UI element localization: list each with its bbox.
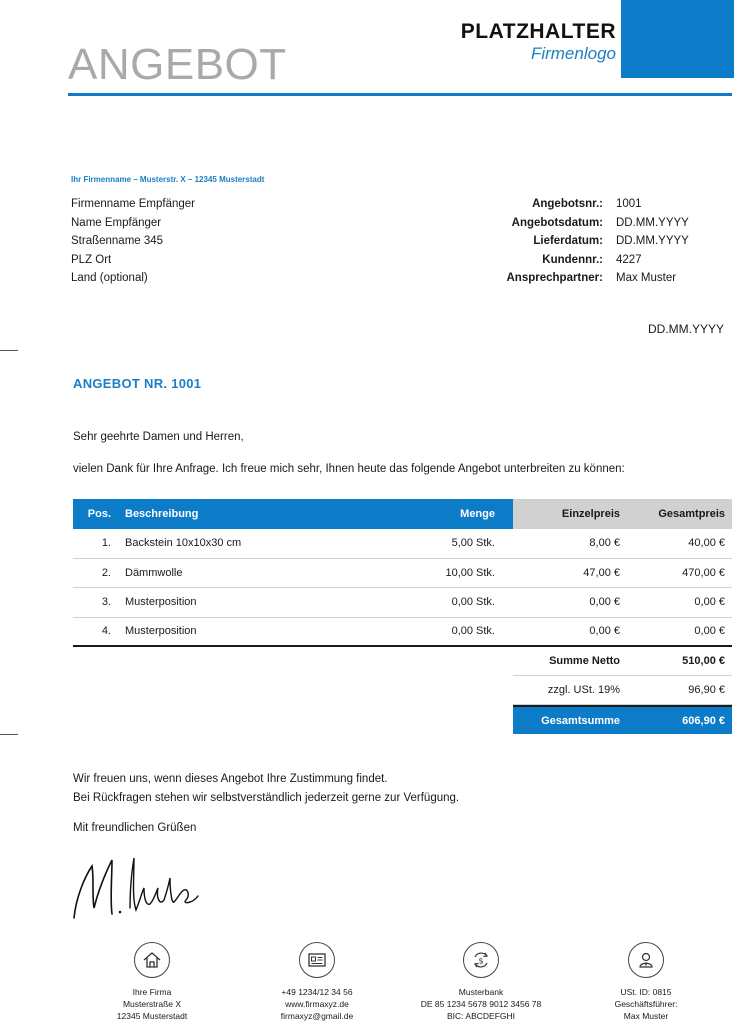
header-description: Beschreibung [125, 508, 199, 520]
contact-card-icon [299, 942, 335, 978]
meta-value: DD.MM.YYYY [616, 235, 689, 247]
meta-value: 1001 [616, 198, 642, 210]
vat-value: 96,90 € [688, 684, 725, 696]
salutation: Sehr geehrte Damen und Herren, [73, 431, 244, 443]
footer-line: BIC: ABCDEFGHI [446, 1011, 515, 1021]
fold-mark [0, 734, 18, 735]
footer-line: Musterbank [458, 987, 504, 997]
grand-total-value: 606,90 € [682, 714, 725, 727]
cell-description: Backstein 10x10x30 cm [125, 537, 242, 550]
meta-value: DD.MM.YYYY [616, 216, 689, 229]
logo-box [621, 0, 734, 78]
cell-description: Dämmwolle [125, 566, 183, 579]
recipient-line: Name Empfänger [71, 216, 162, 229]
table-row [73, 559, 732, 589]
items-table [73, 499, 732, 647]
table-header-primary [73, 499, 513, 529]
meta-label: Angebotsnr.: [532, 198, 603, 210]
header-total-price: Gesamtpreis [658, 508, 725, 520]
table-header-prices [513, 499, 732, 529]
logo-sub-text: Firmenlogo [530, 44, 616, 63]
meta-label: Kundennr.: [542, 253, 603, 266]
totals-block [513, 647, 732, 734]
logo-main-text: PLATZHALTER [460, 20, 616, 43]
offer-heading: ANGEBOT NR. 1001 [73, 376, 202, 391]
cell-unit-price: 0,00 € [589, 625, 620, 638]
footer-line: Ihre Firma [132, 987, 172, 997]
footer-company [72, 942, 232, 1022]
cell-pos: 3. [101, 596, 111, 609]
cell-unit-price: 47,00 € [583, 566, 620, 579]
net-total-row [513, 647, 732, 676]
footer-line: DE 85 1234 5678 9012 3456 78 [420, 999, 542, 1009]
closing-text [73, 770, 459, 808]
cell-quantity: 0,00 Stk. [451, 596, 495, 609]
header-unit-price: Einzelpreis [561, 508, 620, 520]
fold-mark [0, 350, 18, 351]
header-pos: Pos. [87, 508, 111, 520]
recipient-line: PLZ Ort [71, 253, 112, 266]
cell-quantity: 5,00 Stk. [451, 537, 495, 550]
table-row [73, 618, 732, 648]
meta-contact-person [470, 269, 689, 288]
cell-quantity: 0,00 Stk. [451, 625, 495, 638]
footer-line: 12345 Musterstadt [116, 1011, 188, 1021]
footer-line: USt. ID: 0815 [620, 987, 672, 997]
meta-label: Lieferdatum: [533, 235, 603, 247]
footer-bank [401, 942, 561, 1022]
table-row [73, 588, 732, 618]
vat-row [513, 676, 732, 705]
cell-total-price: 40,00 € [688, 537, 725, 550]
company-logo-text [461, 20, 616, 64]
bank-transfer-icon [463, 942, 499, 978]
footer-line: Max Muster [623, 1011, 669, 1021]
cell-total-price: 470,00 € [682, 566, 725, 579]
closing-line: Wir freuen uns, wenn dieses Angebot Ihre Zustimmung findet. [73, 773, 388, 785]
sender-return-address: Ihr Firmenname – Musterstr. X – 12345 Musterstadt [71, 175, 265, 184]
cell-quantity: 10,00 Stk. [445, 566, 495, 579]
meta-label: Angebotsdatum: [511, 216, 603, 229]
closing-line: Bei Rückfragen stehen wir selbstverständlich jederzeit gerne zur Verfügung. [73, 792, 460, 804]
meta-value: 4227 [616, 253, 642, 266]
grand-total-label: Gesamtsumme [541, 714, 620, 727]
footer-line: +49 1234/12 34 56 [281, 987, 353, 997]
meta-label: Ansprechpartner: [506, 272, 603, 284]
cell-description: Musterposition [125, 596, 197, 609]
intro-text: vielen Dank für Ihre Anfrage. Ich freue mich sehr, Ihnen heute das folgende Angebot unterbreiten zu können: [73, 463, 625, 475]
header-quantity: Menge [460, 508, 495, 520]
cell-pos: 2. [101, 566, 111, 579]
table-row [73, 529, 732, 559]
cell-total-price: 0,00 € [694, 596, 725, 609]
meta-offer-date [470, 214, 689, 233]
meta-delivery-date [470, 232, 689, 251]
meta-value: Max Muster [616, 272, 677, 284]
header-divider [68, 93, 732, 96]
footer-tax [566, 942, 726, 1022]
footer-contact [237, 942, 397, 1022]
cell-pos: 4. [101, 625, 111, 638]
footer-line: www.firmaxyz.de [285, 999, 349, 1009]
footer [0, 942, 738, 1024]
footer-line: Geschäftsführer: [614, 999, 678, 1009]
recipient-line: Straßenname 345 [71, 235, 164, 247]
recipient-address [71, 195, 195, 288]
net-total-value: 510,00 € [682, 655, 725, 667]
home-icon [134, 942, 170, 978]
meta-customer-number [470, 251, 689, 270]
recipient-line: Firmenname Empfänger [71, 198, 195, 210]
table-header [73, 499, 732, 529]
recipient-line: Land (optional) [71, 272, 148, 284]
document-title: ANGEBOT [68, 40, 287, 89]
footer-line: firmaxyz@gmail.de [280, 1011, 354, 1021]
meta-offer-number [470, 195, 689, 214]
cell-total-price: 0,00 € [694, 625, 725, 638]
footer-line: Musterstraße X [122, 999, 182, 1009]
net-total-label: Summe Netto [549, 655, 620, 667]
cell-description: Musterposition [125, 625, 197, 638]
person-icon [628, 942, 664, 978]
vat-label: zzgl. USt. 19% [547, 684, 620, 696]
svg-text:$: $ [478, 956, 484, 966]
cell-pos: 1. [101, 537, 111, 550]
letter-date: DD.MM.YYYY [647, 322, 724, 336]
greeting: Mit freundlichen Grüßen [73, 822, 197, 834]
cell-unit-price: 8,00 € [589, 537, 620, 550]
handwritten-signature [70, 848, 210, 924]
grand-total-row [513, 705, 732, 734]
cell-unit-price: 0,00 € [589, 596, 620, 609]
offer-meta [470, 195, 689, 288]
